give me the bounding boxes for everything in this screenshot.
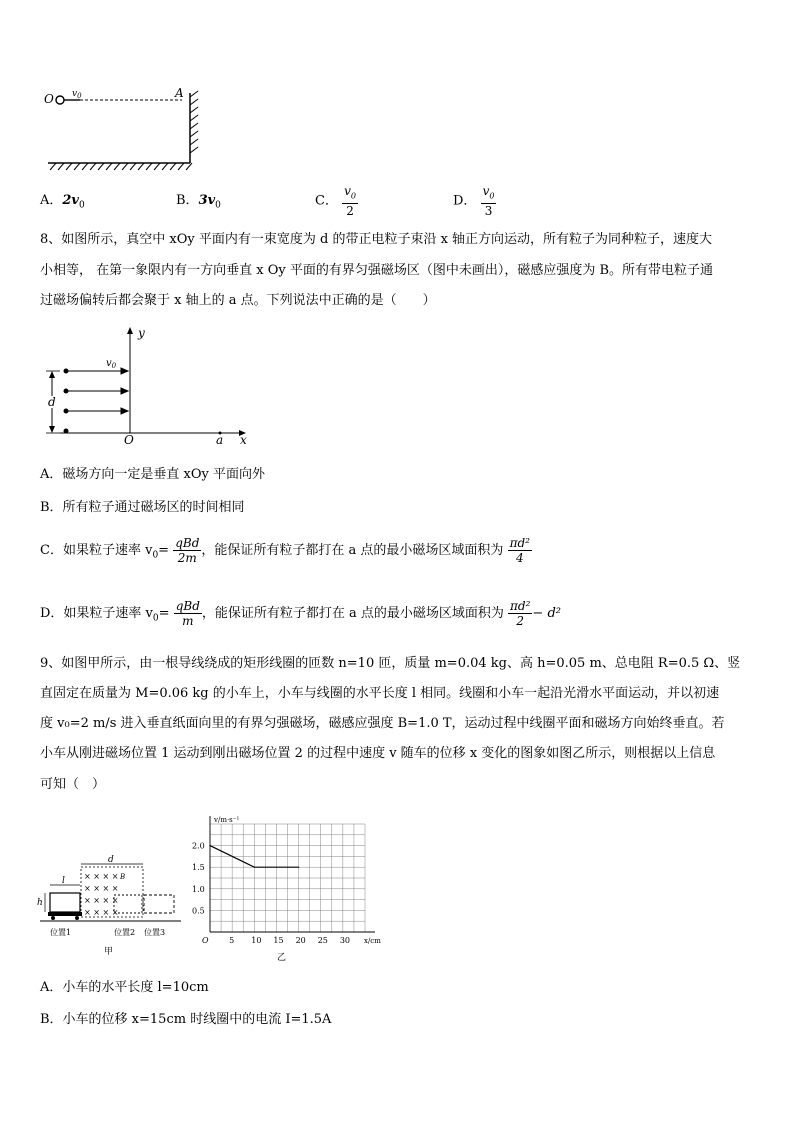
chart-axes: [210, 816, 375, 932]
q8-c-mid: ，能保证所有粒子都打在 a 点的最小磁场区域面积为: [201, 543, 504, 558]
q9-option-a[interactable]: A．小车的水平长度 l=10cm: [40, 980, 209, 995]
q9-stem-line2: 直固定在质量为 M=0.06 kg 的小车上，小车与线圈的水平长度 l 相同。线圈和小车一起沿光滑水平面运动，并以初速: [40, 686, 720, 701]
q8-c-area-fraction: $\frac{\text{πd²}}{4}$: [509, 536, 530, 565]
fig8-label-a: a: [216, 433, 224, 447]
q8-d-pre: D．如果粒子速率 v: [40, 606, 153, 621]
field-crosses: [84, 872, 118, 917]
fig9-label-pos1: 位置1: [50, 928, 72, 937]
q9-stem-line5: 可知（ ）: [40, 777, 106, 792]
option-b-value: 3v: [198, 193, 216, 208]
figure-wall-diagram: [40, 85, 210, 175]
q8-stem-line1: 8、如图所示，真空中 xOy 平面内有一束宽度为 d 的带正电粒子束沿 x 轴正方向运动，所有粒子为同种粒子，速度大: [40, 232, 713, 247]
option-a-value: 2v: [62, 193, 79, 208]
option-b-label: B．: [176, 193, 199, 208]
x-tick-label: 25: [317, 936, 328, 945]
d-arrow-top: [49, 371, 55, 378]
fig8-label-y: y: [138, 326, 145, 340]
option-d-label: D．: [453, 193, 477, 209]
fig-label-A: A: [175, 86, 184, 100]
x-tick-label: 20: [295, 936, 306, 945]
y-axis-arrow: [127, 327, 133, 334]
q8-c-pre: C．如果粒子速率 v: [40, 543, 153, 558]
q9-stem-line3: 度 v₀=2 m/s 进入垂直纸面向里的有界匀强磁场，磁感应强度 B=1.0 T，运动过程中线圈平面和磁场方向始终垂直。若: [40, 716, 725, 731]
y-tick-label: 1.0: [192, 884, 205, 894]
y-tick-label: 1.5: [192, 863, 205, 873]
option-b-sub: 0: [215, 200, 221, 211]
fig9-label-B: B: [120, 873, 126, 881]
x-tick-label: 30: [339, 936, 351, 945]
fig9-label-h: h: [37, 898, 43, 908]
q8-stem-line2: 小相等， 在第一象限内有一方向垂直 x Oy 平面的有界匀强磁场区（图中未画出），磁感应强度为 B。所有带电粒子通: [40, 263, 714, 278]
option-d-fraction: $\frac{v_0}{3}$: [482, 184, 495, 219]
chart-ylabel: v/m·s⁻¹: [214, 816, 240, 824]
chart-origin: O: [202, 936, 209, 945]
q8-d-tail: − d²: [532, 606, 561, 621]
q8-d-area-fraction: $\frac{\text{πd²}}{2}$: [510, 599, 531, 628]
q9-stem-line1: 9、如图甲所示，由一根导线绕成的矩形线圈的匝数 n=10 匝，质量 m=0.04 kg、高 h=0.05 m、总电阻 R=0.5 Ω、竖: [40, 656, 741, 671]
q8-c-velocity-fraction: $\frac{\text{qBd}}{2m}$: [175, 536, 200, 565]
wall-hatching: [190, 91, 198, 153]
particle-beams: [64, 368, 128, 433]
q8-option-c[interactable]: C．如果粒子速率 $v_0=$ $\frac{\text{qBd}}{2m}$ ，能保证所有粒子都打在 a 点的最小磁场区域面积为 $\frac{\text{πd²}}{4}$: [40, 536, 530, 565]
q7-option-c[interactable]: [315, 184, 358, 218]
svg-text:× × × ×: × × × ×: [84, 884, 119, 893]
q8-option-d[interactable]: D．如果粒子速率 $v_0=$ $\frac{\text{qBd}}{m}$ ，能保证所有粒子都打在 a 点的最小磁场区域面积为 $\frac{\text{πd²}}{2}$ − d²: [40, 599, 561, 628]
fig9-label-yi: 乙: [277, 953, 287, 963]
q8-d-mid: ，能保证所有粒子都打在 a 点的最小磁场区域面积为: [201, 606, 504, 621]
data-point: [209, 845, 210, 846]
x-tick-label: 5: [229, 936, 235, 945]
fig8-label-x: x: [240, 433, 247, 447]
x-tick-label: 15: [273, 936, 284, 945]
figure-jia-cart-coil: [36, 855, 191, 965]
chart-grid: [210, 824, 365, 932]
y-tick-label: 2.0: [192, 841, 205, 851]
q9-stem-line4: 小车从刚进磁场位置 1 运动到刚出磁场位置 2 的过程中速度 v 随车的位移 x 变化的图象如图乙所示，则根据以上信息: [40, 746, 716, 761]
ground-hatching: [50, 163, 192, 170]
svg-text:× × × ×: × × × ×: [84, 896, 119, 905]
svg-text:× × × ×: × × × ×: [84, 872, 119, 881]
fig8-label-d: d: [48, 395, 56, 409]
fig8-label-v0: $v_0$: [106, 358, 117, 370]
fig9-label-l: l: [62, 876, 65, 886]
fig-label-v0: $v_0$: [72, 89, 82, 100]
q7-option-b[interactable]: [176, 193, 221, 214]
y-tick-label: 0.5: [192, 906, 205, 916]
svg-text:× × × ×: × × × ×: [84, 908, 119, 917]
x-tick-label: 10: [251, 936, 262, 945]
fig-label-O: O: [44, 92, 54, 106]
q8-d-velocity-fraction: $\frac{\text{qBd}}{m}$: [175, 599, 200, 628]
q8-option-b[interactable]: B．所有粒子通过磁场区的时间相同: [40, 500, 245, 515]
chart-xlabel: x/cm: [364, 937, 381, 945]
figure-particle-beam: [40, 325, 255, 447]
q8-option-a[interactable]: A．磁场方向一定是垂直 xOy 平面向外: [40, 467, 265, 482]
option-c-fraction: $\frac{v_0}{2}$: [344, 184, 356, 219]
figure-yi-vx-chart: [190, 812, 395, 964]
fig9-label-d: d: [108, 855, 114, 865]
particle: [56, 96, 64, 104]
data-point: [254, 867, 255, 868]
q7-option-a[interactable]: [40, 193, 85, 214]
q7-option-d[interactable]: [453, 184, 496, 218]
q9-option-b[interactable]: B．小车的位移 x=15cm 时线圈中的电流 I=1.5A: [40, 1012, 332, 1027]
option-c-label: C．: [315, 193, 338, 209]
option-a-label: A．: [40, 193, 63, 208]
fig9-label-pos3: 位置3: [144, 928, 166, 937]
d-arrow-bottom: [49, 426, 55, 433]
chart-ticks: [192, 842, 350, 945]
cart-position-3: [144, 895, 174, 913]
fig8-label-O: O: [124, 433, 134, 447]
fig9-label-pos2: 位置2: [114, 928, 136, 937]
q8-stem-line3: 过磁场偏转后都会聚于 x 轴上的 a 点。下列说法中正确的是（ ）: [40, 293, 436, 308]
cart-position-1: [50, 893, 80, 912]
option-a-sub: 0: [79, 200, 85, 211]
data-point: [298, 867, 299, 868]
fig9-label-jia: 甲: [104, 947, 114, 957]
